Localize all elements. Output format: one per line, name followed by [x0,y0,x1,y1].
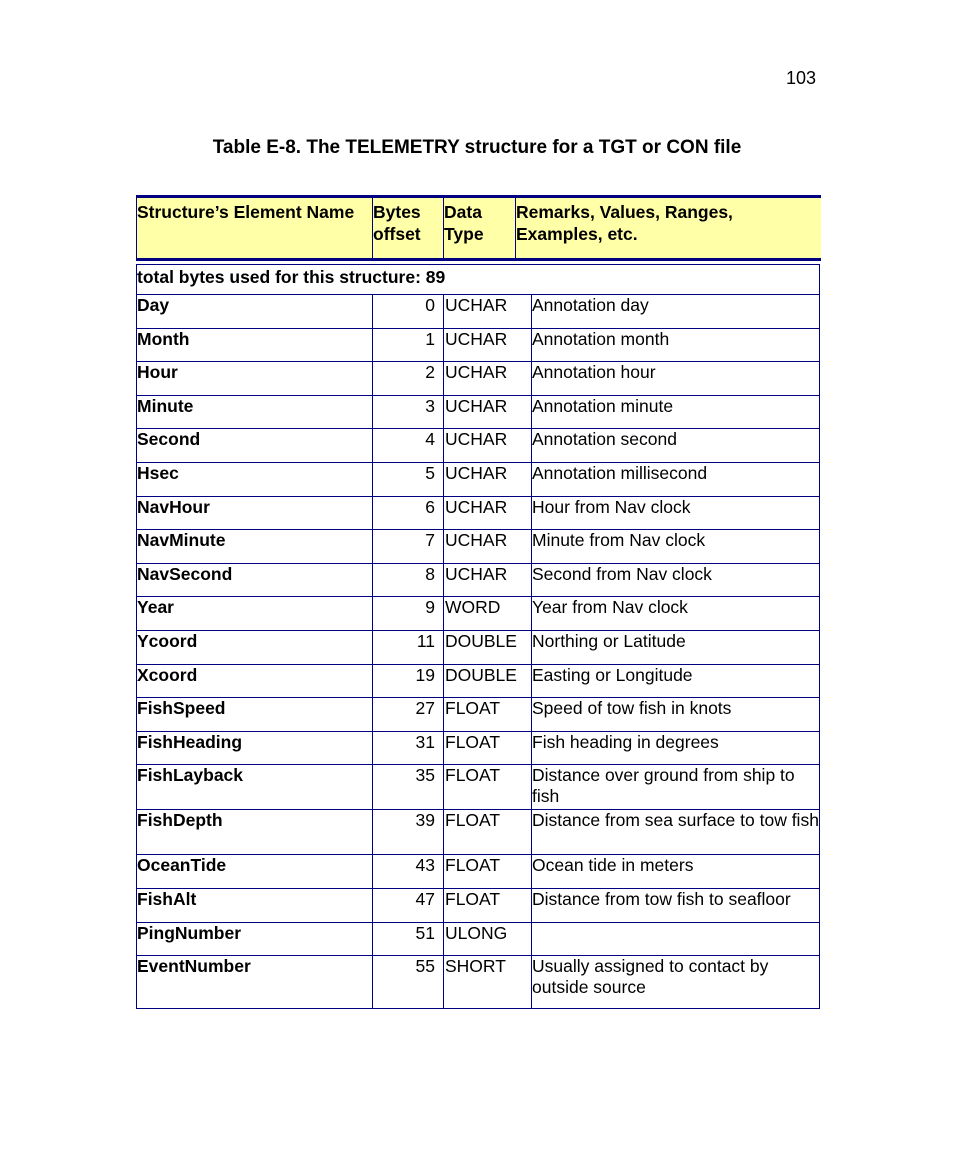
table-row [137,462,820,496]
element-name-cell: FishSpeed [137,698,373,732]
total-bytes-row [137,265,820,295]
table-row [137,496,820,530]
data-type-cell: UCHAR [444,429,532,463]
table-row [137,888,820,922]
data-type-cell: DOUBLE [444,630,532,664]
remarks-cell: Distance over ground from ship to fish [532,765,820,810]
table-row [137,630,820,664]
element-name-cell: Second [137,429,373,463]
remarks-cell: Northing or Latitude [532,630,820,664]
table-row [137,530,820,564]
data-type-cell: UCHAR [444,496,532,530]
remarks-cell: Fish heading in degrees [532,731,820,765]
bytes-offset-cell: 5 [373,462,444,496]
data-type-cell: UCHAR [444,395,532,429]
table-row [137,597,820,631]
bytes-offset-cell: 3 [373,395,444,429]
bytes-offset-cell: 27 [373,698,444,732]
data-type-cell: FLOAT [444,888,532,922]
element-name-cell: Month [137,328,373,362]
remarks-cell: Annotation millisecond [532,462,820,496]
element-name-cell: Day [137,295,373,329]
data-type-cell: SHORT [444,956,532,1009]
telemetry-table [136,264,820,1009]
bytes-offset-cell: 43 [373,855,444,889]
data-type-cell: FLOAT [444,731,532,765]
table-title: Table E-8. The TELEMETRY structure for a TGT or CON file [212,137,742,158]
bytes-offset-cell: 4 [373,429,444,463]
bytes-offset-cell: 9 [373,597,444,631]
remarks-cell: Annotation month [532,328,820,362]
element-name-cell: Ycoord [137,630,373,664]
bytes-offset-cell: 55 [373,956,444,1009]
remarks-cell: Hour from Nav clock [532,496,820,530]
table-row [137,395,820,429]
remarks-cell: Year from Nav clock [532,597,820,631]
bytes-offset-cell: 2 [373,362,444,396]
remarks-cell: Speed of tow fish in knots [532,698,820,732]
bytes-offset-cell: 1 [373,328,444,362]
bytes-offset-cell: 19 [373,664,444,698]
element-name-cell: Hsec [137,462,373,496]
remarks-cell: Annotation day [532,295,820,329]
table-row [137,731,820,765]
data-type-cell: UCHAR [444,295,532,329]
remarks-cell: Second from Nav clock [532,563,820,597]
remarks-cell: Annotation hour [532,362,820,396]
data-type-cell: UCHAR [444,563,532,597]
bytes-offset-cell: 0 [373,295,444,329]
element-name-cell: FishHeading [137,731,373,765]
table-row [137,765,820,810]
element-name-cell: NavHour [137,496,373,530]
bytes-offset-cell: 35 [373,765,444,810]
table-row [137,922,820,956]
element-name-cell: FishDepth [137,810,373,855]
header-bytes-offset: Bytes offset [373,197,444,260]
data-type-cell: UCHAR [444,362,532,396]
table-row [137,429,820,463]
bytes-offset-cell: 39 [373,810,444,855]
remarks-cell: Minute from Nav clock [532,530,820,564]
element-name-cell: FishLayback [137,765,373,810]
element-name-cell: NavMinute [137,530,373,564]
element-name-cell: Xcoord [137,664,373,698]
data-type-cell: WORD [444,597,532,631]
table-row [137,295,820,329]
bytes-offset-cell: 31 [373,731,444,765]
table-row [137,698,820,732]
table-row [137,664,820,698]
data-type-cell: UCHAR [444,328,532,362]
header-data-type: Data Type [444,197,516,260]
remarks-cell: Ocean tide in meters [532,855,820,889]
table-header [136,195,821,261]
element-name-cell: Minute [137,395,373,429]
table-row [137,362,820,396]
data-type-cell: UCHAR [444,530,532,564]
bytes-offset-cell: 8 [373,563,444,597]
element-name-cell: OceanTide [137,855,373,889]
remarks-cell: Distance from tow fish to seafloor [532,888,820,922]
remarks-cell: Annotation minute [532,395,820,429]
data-type-cell: ULONG [444,922,532,956]
remarks-cell: Easting or Longitude [532,664,820,698]
remarks-cell [532,922,820,956]
bytes-offset-cell: 51 [373,922,444,956]
element-name-cell: Hour [137,362,373,396]
table-row [137,810,820,855]
table-row [137,956,820,1009]
element-name-cell: FishAlt [137,888,373,922]
page-number: 103 [786,68,817,88]
data-type-cell: FLOAT [444,765,532,810]
data-type-cell: DOUBLE [444,664,532,698]
element-name-cell: NavSecond [137,563,373,597]
data-type-cell: FLOAT [444,698,532,732]
remarks-cell: Annotation second [532,429,820,463]
table-row [137,563,820,597]
table-row [137,855,820,889]
remarks-cell: Distance from sea surface to tow fish [532,810,820,855]
data-type-cell: UCHAR [444,462,532,496]
bytes-offset-cell: 6 [373,496,444,530]
element-name-cell: PingNumber [137,922,373,956]
header-remarks: Remarks, Values, Ranges, Examples, etc. [516,197,821,260]
data-type-cell: FLOAT [444,810,532,855]
remarks-cell: Usually assigned to contact by outside source [532,956,820,1009]
header-element-name: Structure’s Element Name [137,197,373,260]
bytes-offset-cell: 11 [373,630,444,664]
bytes-offset-cell: 47 [373,888,444,922]
total-bytes-label: total bytes used for this structure: 89 [137,265,820,295]
element-name-cell: EventNumber [137,956,373,1009]
table-row [137,328,820,362]
element-name-cell: Year [137,597,373,631]
data-type-cell: FLOAT [444,855,532,889]
bytes-offset-cell: 7 [373,530,444,564]
